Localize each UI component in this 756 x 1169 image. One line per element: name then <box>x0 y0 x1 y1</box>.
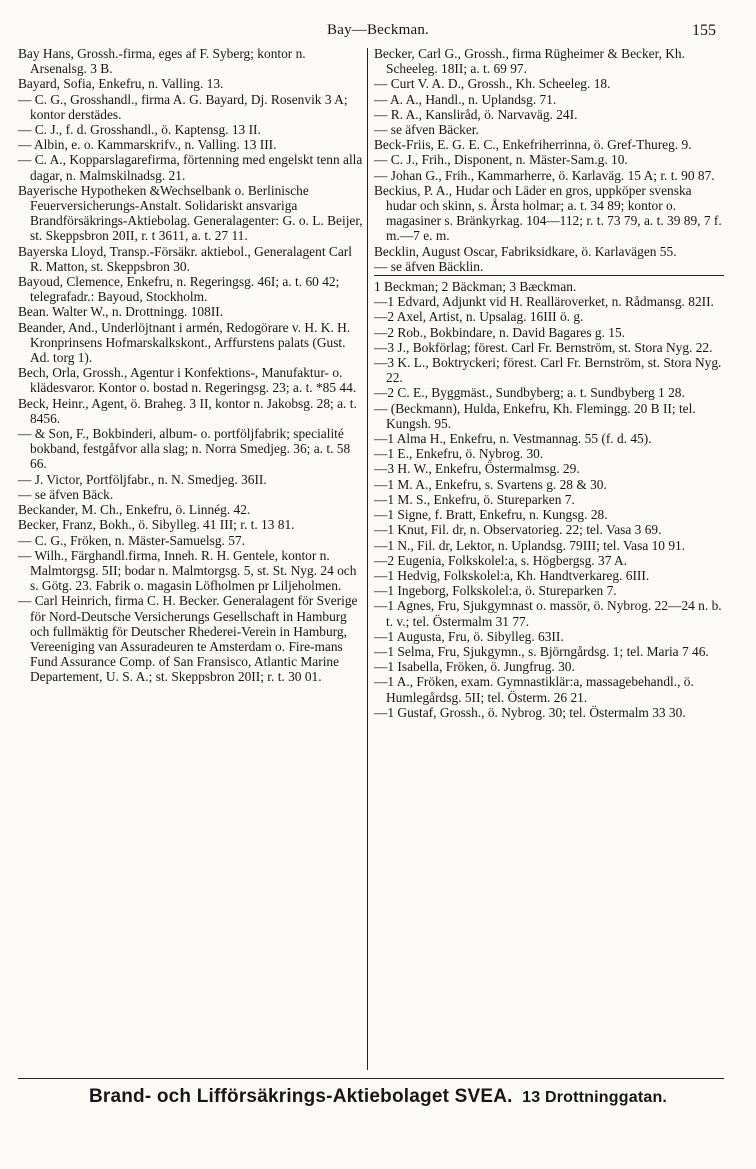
footer-text: Brand- och Lifförsäkrings-Aktiebolaget SVEA. <box>88 1086 513 1107</box>
directory-entry: Bayard, Sofia, Enkefru, n. Valling. 13. <box>18 76 224 92</box>
directory-entry: —1 Ingeborg, Folkskolel:a, ö. Stureparken 7. <box>374 583 617 599</box>
directory-entry: — (Beckmann), Hulda, Enkefru, Kh. Flemingg. 20 B II; tel. Kungsh. 95. <box>374 400 696 431</box>
directory-entry: —1 Signe, f. Bratt, Enkefru, n. Kungsg. 28. <box>374 507 608 523</box>
directory-entry: —1 N., Fil. dr, Lektor, n. Uplandsg. 79III; tel. Vasa 10 91. <box>374 537 686 553</box>
directory-entry: — Curt V. A. D., Grossh., Kh. Scheeleg. 18. <box>374 76 611 92</box>
page-number: 155 <box>692 22 716 39</box>
directory-entry: — A. A., Handl., n. Uplandsg. 71. <box>374 91 557 107</box>
directory-entry: —3 J., Bokförlag; förest. Carl Fr. Bernström, st. Stora Nyg. 22. <box>374 339 713 355</box>
directory-entry: 1 Beckman; 2 Bäckman; 3 Bæckman. <box>374 279 577 295</box>
directory-entry: Becker, Carl G., Grossh., firma Rügheimer & Becker, Kh. Scheeleg. 18II; a. t. 69 97. <box>374 46 685 77</box>
directory-entry: Bean. Walter W., n. Drottningg. 108II. <box>18 304 224 320</box>
directory-entry: — C. A., Kopparslagarefirma, förtenning med engelskt tenn alla dagar, n. Malmskilnadsg. 21. <box>18 152 363 183</box>
directory-entry: —1 Edvard, Adjunkt vid H. Realläroverket, n. Rådmansg. 82II. <box>374 294 714 310</box>
directory-entry: —1 Augusta, Fru, ö. Sibylleg. 63II. <box>374 628 564 644</box>
directory-entry: —3 H. W., Enkefru, Östermalmsg. 29. <box>374 461 580 477</box>
right-column <box>374 46 724 720</box>
directory-entry: Bayoud, Clemence, Enkefru, n. Regeringsg. 46I; a. t. 60 42; telegrafadr.: Bayoud, Stockholm. <box>18 274 340 305</box>
directory-entry: —1 M. A., Enkefru, s. Svartens g. 28 & 30. <box>374 476 607 492</box>
directory-entry: — se äfven Bäcker. <box>374 122 479 138</box>
running-title: Bay—Beckman. <box>327 22 429 38</box>
directory-entry: — Albin, e. o. Kammarskrifv., n. Valling. 13 III. <box>18 137 277 153</box>
footer-rule <box>18 1078 724 1079</box>
directory-entry: — Carl Heinrich, firma C. H. Becker. Generalagent för Sverige för Nord-Deutsche Versicherungs Gesellschaft in Hamburg och fullmäktig för Deutscher Rhederei-Verein in Hamburg, Vereeniging van Assuradeuren te Amsterdam o. Fire-mans Fund Assurance Comp. of San Fransisco, Atlantic Marine Departement, U. S. A.; st. Skeppsbron 20II; r. t. 30 01. <box>18 593 358 685</box>
directory-entry: — C. G., Grosshandl., firma A. G. Bayard, Dj. Rosenvik 3 A; kontor derstädes. <box>18 91 348 122</box>
directory-entry: —2 Axel, Artist, n. Upsalag. 16III ö. g. <box>374 309 584 325</box>
directory-entry: — R. A., Kansliråd, ö. Narvaväg. 24I. <box>374 106 578 122</box>
directory-entry: —1 A., Fröken, exam. Gymnastiklär:a, massagebehandl., ö. Humlegårdsg. 5II; tel. Österm. 26 21. <box>374 674 694 705</box>
directory-entry: Beckius, P. A., Hudar och Läder en gros, uppköper svenska hudar och skinn, s. Årsta holmar; a. t. 34 89; kontor o. magasiner s. Bränkyrkag. 104—112; r. t. 73 79, a. t. 39 89, 7 f. m.—7 e. m. <box>374 182 722 244</box>
directory-entry: — C. G., Fröken, n. Mäster-Samuelsg. 57. <box>18 532 245 548</box>
directory-entry: —1 Isabella, Fröken, ö. Jungfrug. 30. <box>374 659 575 675</box>
directory-entry: Becker, Franz, Bokh., ö. Sibylleg. 41 III; r. t. 13 81. <box>18 517 295 533</box>
directory-entry: Bayerische Hypotheken &Wechselbank o. Berlinische Feuerversicherungs-Anstalt. Solidariskt ansvariga Brandförsäkrings-Aktiebolag. Generalagenter: G. o. L. Beijer, st. Skeppsbron 20II, r. t 3611, a. t. 27 11. <box>18 182 363 244</box>
directory-entry: — & Son, F., Bokbinderi, album- o. portföljfabrik; specialité bokband, festgåfvor alla slag; n. Norra Smedjeg. 36; a. t. 58 66. <box>18 426 351 472</box>
directory-entry: Beander, And., Underlöjtnant i armén, Redogörare v. H. K. H. Kronprinsens Hofmarskalkskont., Arffurstens palats (Gust. Ad. torg 1). <box>18 319 351 366</box>
directory-entry: — C. J., Frih., Disponent, n. Mäster-Sam.g. 10. <box>374 152 628 168</box>
directory-entry: —1 Knut, Fil. dr, n. Observatorieg. 22; tel. Vasa 3 69. <box>374 522 662 538</box>
directory-entry: Becklin, August Oscar, Fabriksidkare, ö. Karlavägen 55. <box>374 243 677 259</box>
directory-entry: — J. Victor, Portföljfabr., n. N. Smedjeg. 36II. <box>18 471 267 487</box>
directory-entry: Bayerska Lloyd, Transp.-Försäkr. aktiebol., Generalagent Carl R. Matton, st. Skeppsbron 30. <box>18 243 352 274</box>
page-header <box>0 22 756 42</box>
directory-entry: —1 Gustaf, Grossh., ö. Nybrog. 30; tel. Östermalm 33 30. <box>374 704 686 720</box>
column-divider <box>367 48 368 1070</box>
directory-entry: —1 E., Enkefru, ö. Nybrog. 30. <box>374 446 544 462</box>
directory-entry: —1 M. S., Enkefru, ö. Stureparken 7. <box>374 491 575 507</box>
directory-entry: —2 Eugenia, Folkskolel:a, s. Högbergsg. 37 A. <box>374 552 628 568</box>
directory-entry: —1 Hedvig, Folkskolel:a, Kh. Handtverkareg. 6III. <box>374 567 650 583</box>
footer-address: 13 Drottninggatan. <box>522 1089 668 1106</box>
directory-entry: —2 Rob., Bokbindare, n. David Bagares g. 15. <box>374 324 626 340</box>
directory-entry: —1 Agnes, Fru, Sjukgymnast o. massör, ö. Nybrog. 22—24 n. b. t. v.; tel. Östermalm 31 77. <box>374 598 722 629</box>
left-column <box>18 46 364 685</box>
directory-entry: —2 C. E., Byggmäst., Sundbyberg; a. t. Sundbyberg 1 28. <box>374 385 685 401</box>
directory-entry: Bech, Orla, Grossh., Agentur i Konfektions-, Manufaktur- o. klädesvaror. Kontor o. bostad n. Regeringsg. 23; a. t. *85 44. <box>18 365 357 396</box>
footer-advertisement <box>0 1086 756 1108</box>
directory-entry: —1 Alma H., Enkefru, n. Vestmannag. 55 (f. d. 45). <box>374 431 652 447</box>
directory-entry: — Wilh., Färghandl.firma, Inneh. R. H. Gentele, kontor n. Malmtorgsg. 5II; bodar n. Malmtorgsg. 5, st. St. Nyg. 24 och s. Götg. 23. Fabrik o. magasin Löfholmen pr Liljeholmen. <box>18 547 357 594</box>
directory-entry: —3 K. L., Boktryckeri; förest. Carl Fr. Bernström, st. Stora Nyg. 22. <box>374 355 722 386</box>
directory-entry: —1 Selma, Fru, Sjukgymn., s. Björngårdsg. 1; tel. Maria 7 46. <box>374 643 709 659</box>
directory-entry: Beck-Friis, E. G. E. C., Enkefriherrinna, ö. Gref-Thureg. 9. <box>374 137 692 153</box>
directory-entry: Bay Hans, Grossh.-firma, eges af F. Syberg; kontor n. Arsenalsg. 3 B. <box>18 46 306 77</box>
directory-entry: Beckander, M. Ch., Enkefru, ö. Linnég. 42. <box>18 502 251 518</box>
directory-entry: Beck, Heinr., Agent, ö. Braheg. 3 II, kontor n. Jakobsg. 28; a. t. 8456. <box>18 395 357 426</box>
directory-entry: — Johan G., Frih., Kammarherre, ö. Karlaväg. 15 A; r. t. 90 87. <box>374 167 715 183</box>
directory-entry: — se äfven Bäcklin. <box>374 259 724 276</box>
directory-entry: — se äfven Bäck. <box>18 486 114 502</box>
directory-entry: — C. J., f. d. Grosshandl., ö. Kaptensg. 13 II. <box>18 122 261 138</box>
